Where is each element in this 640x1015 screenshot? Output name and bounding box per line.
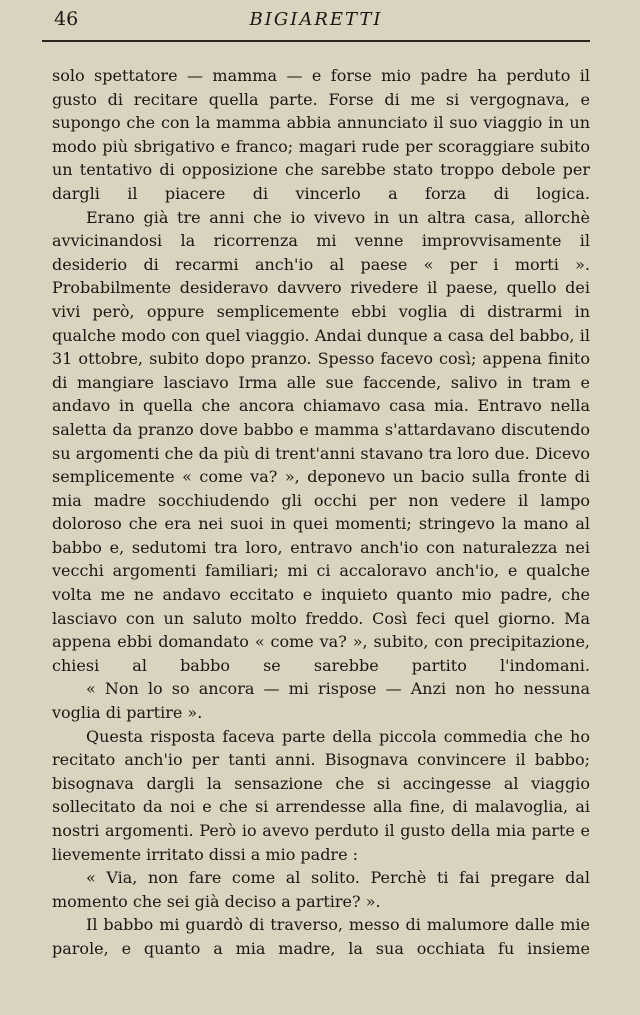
paragraph-2: Erano già tre anni che io vivevo in un altra casa, allorchè avvicinandosi la ricorrenza mi venne improvvisamente il desiderio di recarmi anch'io al paese « per i morti ». Probabilmente desideravo davvero rivedere il paese, quello dei vivi però, oppure semplicemente ebbi voglia di distrarmi in qualche modo con quel viaggio. Andai dunque a casa del babbo, il 31 ottobre, subito dopo pranzo. Spesso facevo così; appena finito di mangiare lasciavo Irma alle sue faccende, salivo in tram e andavo in quella che ancora chiamavo casa mia. Entravo nella saletta da pranzo dove babbo e mamma s'attardavano discutendo su argomenti che da più di trent'anni stavano tra loro due. Dicevo semplicemente « come va? », deponevo un bacio sulla fronte di mia madre socchiudendo gli occhi per non vedere il lampo doloroso che era nei suoi in quei momenti; stringevo la mano al babbo e, sedutomi tra loro, entravo anch'io con naturalezza nei vecchi argomenti familiari; mi ci accaloravo anch'io, e qualche volta me ne andavo eccitato e inquieto quanto mio padre, che lasciavo con un saluto molto freddo. Così feci quel giorno. Ma appena ebbi domandato « come va? », subito, con precipitazione, chiesi al babbo se sarebbe partito l'indomani. [52,207,590,675]
body-text [52,64,590,961]
paragraph-5: « Via, non fare come al solito. Perchè ti fai pregare dal momento che sei già deciso a partire? ». [52,868,590,911]
paragraph-4: Questa risposta faceva parte della piccola commedia che ho recitato anch'io per tanti anni. Bisognava convincere il babbo; bisognava dargli la sensazione che si accingesse al viaggio sollecitato da noi e che si arrendesse alla fine, di malavoglia, ai nostri argomenti. Però io avevo perduto il gusto della mia parte e lievemente irritato dissi a mio padre : [52,726,590,864]
paragraph-6: Il babbo mi guardò di traverso, messo di malumore dalle mie parole, e quanto a mia madre, la sua occhiata fu insieme [52,915,590,958]
page-header [42,8,590,34]
page-number: 46 [54,8,79,30]
running-title: BIGIARETTI [249,9,383,30]
header-rule [42,40,590,42]
paragraph-1: solo spettatore — mamma — e forse mio padre ha perduto il gusto di recitare quella parte. Forse di me si vergognava, e supongo che con la mamma abbia annunciato il suo viaggio in un modo più sbrigativo e franco; magari rude per scoraggiare subito un tentativo di opposizione che sarebbe stato troppo debole per dargli il piacere di vincerlo a forza di logica. [52,66,590,203]
paragraph-3: « Non lo so ancora — mi rispose — Anzi non ho nessuna voglia di partire ». [52,679,590,723]
